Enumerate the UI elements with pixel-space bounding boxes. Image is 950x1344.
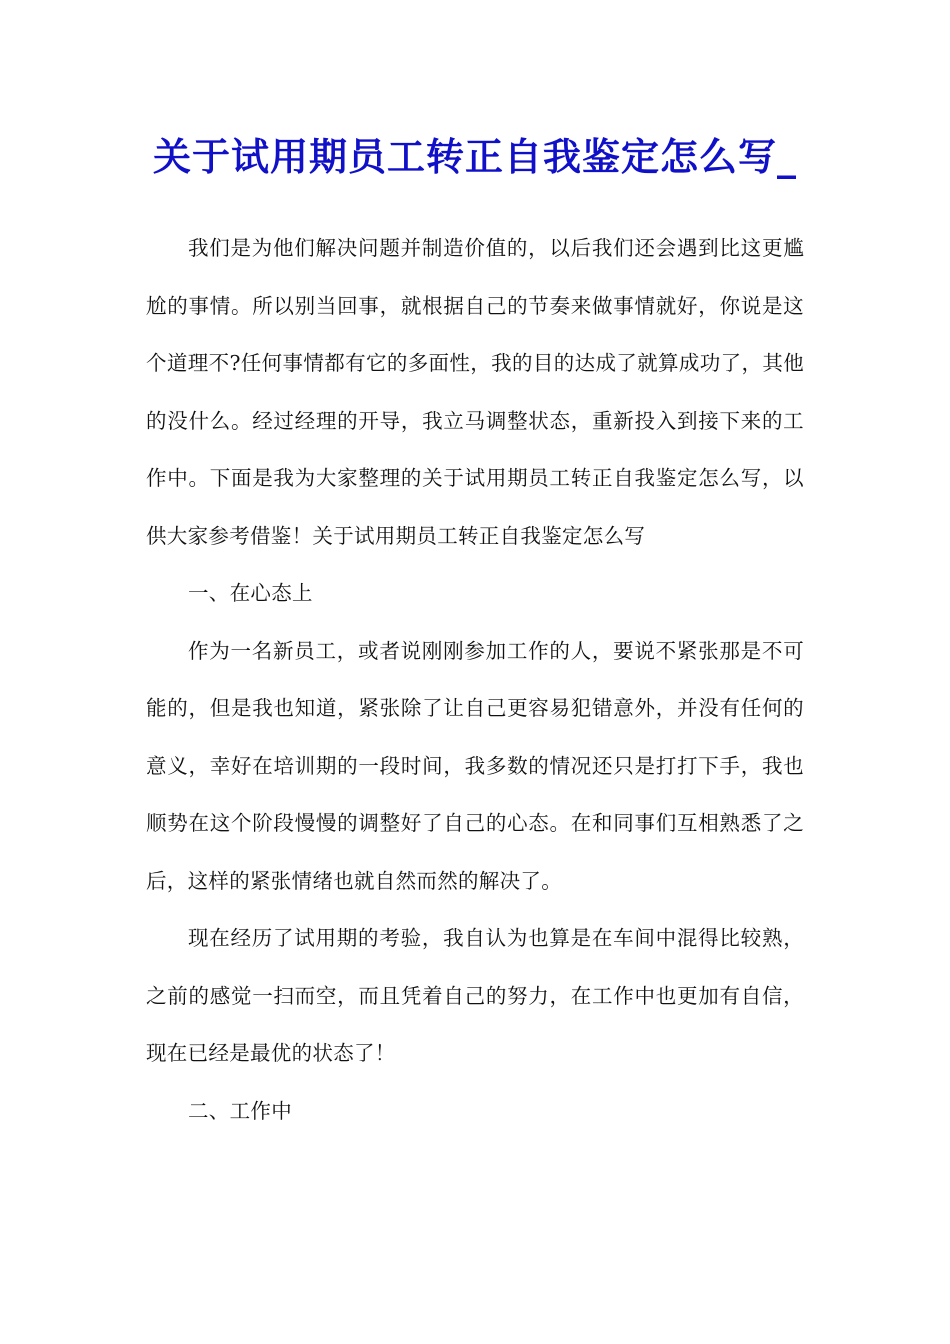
section-heading-work: 二、工作中	[188, 1098, 292, 1123]
mindset-paragraph-2: 现在经历了试用期的考验，我自认为也算是在车间中混得比较熟，之前的感觉一扫而空，而且凭着自己的努力，在工作中也更加有自信，现在已经是最优的状态了！	[146, 926, 804, 1065]
mindset-paragraph-1: 作为一名新员工，或者说刚刚参加工作的人，要说不紧张那是不可能的，但是我也知道，紧张除了让自己更容易犯错意外，并没有任何的意义，幸好在培训期的一段时间，我多数的情况还只是打打下手，我也顺势在这个阶段慢慢的调整好了自己的心态。在和同事们互相熟悉了之后，这样的紧张情绪也就自然而然的解决了。	[146, 638, 804, 893]
section-heading-mindset: 一、在心态上	[188, 581, 313, 605]
document-title: 关于试用期员工转正自我鉴定怎么写_	[152, 134, 797, 179]
intro-paragraph: 我们是为他们解决问题并制造价值的，以后我们还会遇到比这更尴尬的事情。所以别当回事，就根据自己的节奏来做事情就好，你说是这个道理不?任何事情都有它的多面性，我的目的达成了就算成功了，其他的没什么。经过经理的开导，我立马调整状态，重新投入到接下来的工作中。下面是我为大家整理的关于试用期员工转正自我鉴定怎么写，以供大家参考借鉴！关于试用期员工转正自我鉴定怎么写	[146, 236, 804, 548]
